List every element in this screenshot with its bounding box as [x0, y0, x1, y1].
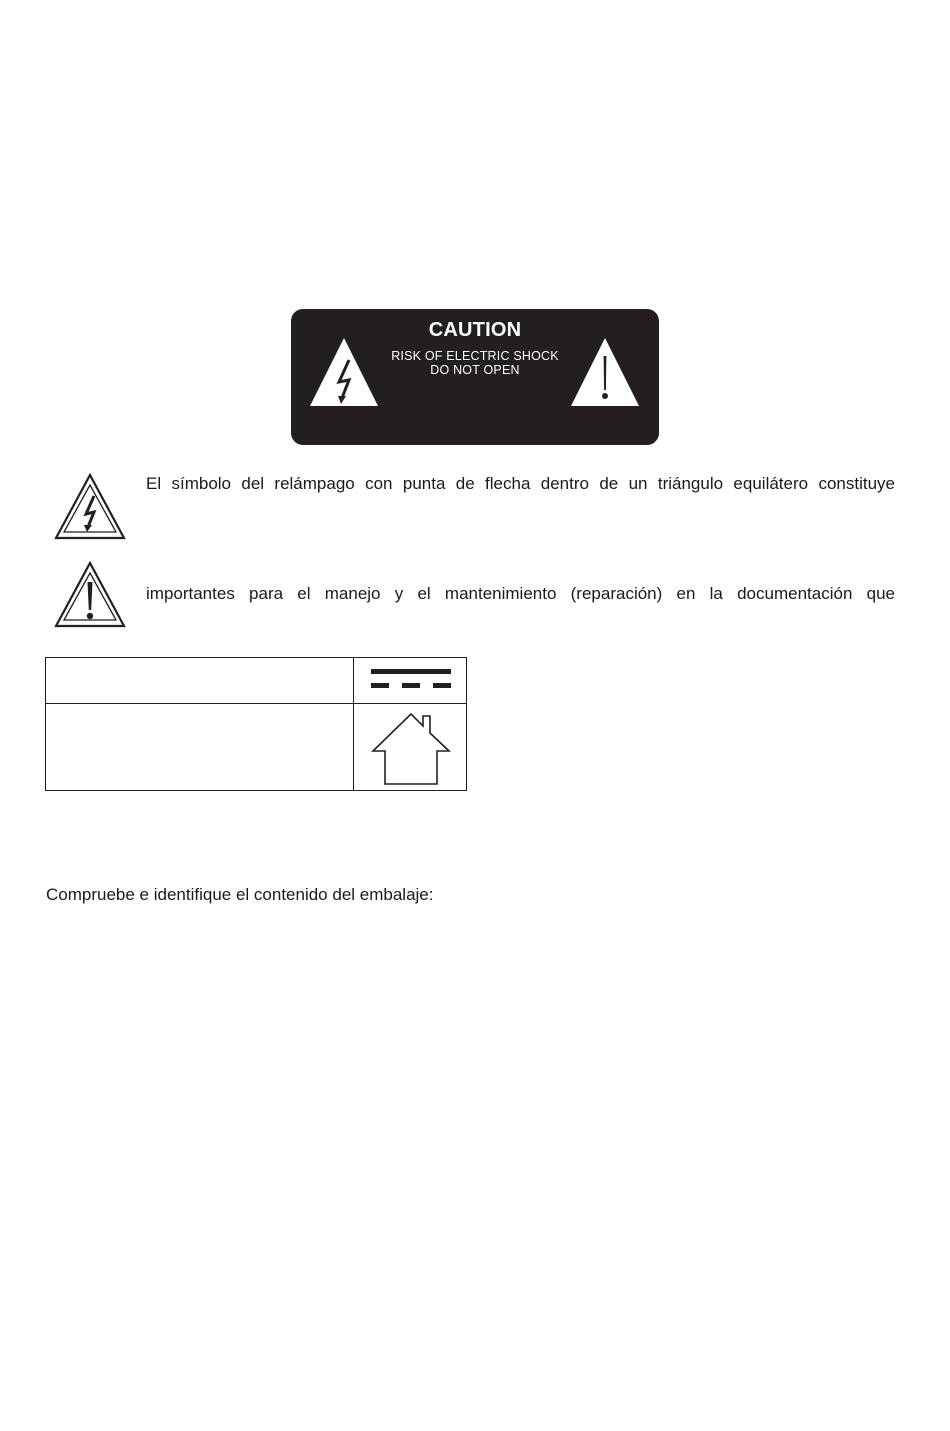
direct-current-icon — [370, 668, 452, 694]
exclamation-triangle-icon — [569, 336, 641, 408]
table-cell-description — [46, 658, 354, 703]
symbol-table — [45, 657, 467, 791]
lightning-triangle-icon — [54, 472, 126, 540]
lightning-triangle-icon — [308, 336, 380, 408]
exclamation-triangle-icon — [54, 560, 126, 628]
caution-title: CAUTION — [428, 319, 522, 341]
package-check-text: Compruebe e identifique el contenido del embalaje: — [46, 885, 434, 904]
exclamation-symbol-description: importantes para el manejo y el mantenimiento (reparación) en la documentación que — [146, 584, 895, 603]
table-cell-description — [46, 704, 354, 790]
indoor-use-house-icon — [370, 710, 452, 786]
caution-label — [291, 309, 659, 445]
table-row — [46, 658, 466, 704]
caution-risk-text: RISK OF ELECTRIC SHOCK — [391, 349, 559, 363]
table-cell-symbol — [355, 704, 466, 790]
caution-do-not-open-text: DO NOT OPEN — [430, 363, 520, 377]
table-cell-symbol — [355, 658, 466, 703]
table-row — [46, 704, 466, 790]
lightning-symbol-description: El símbolo del relámpago con punta de flecha dentro de un triángulo equilátero constituye — [146, 474, 895, 493]
